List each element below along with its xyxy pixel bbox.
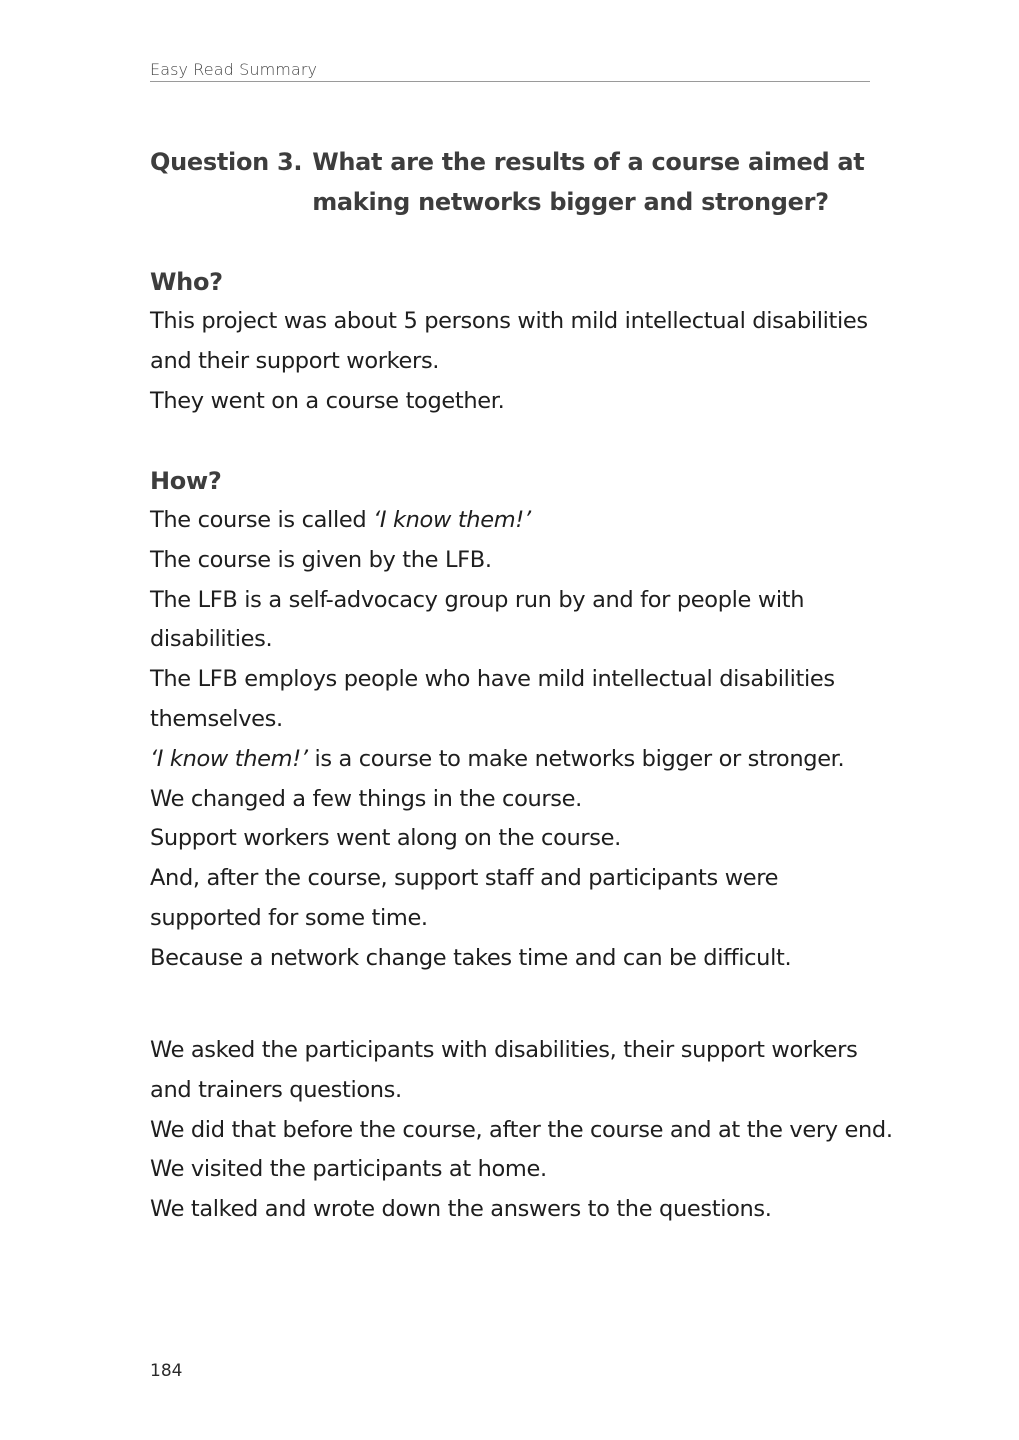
question-number: Question 3. bbox=[150, 148, 303, 176]
how-line-network-change: Because a network change takes time and can be difficult. bbox=[150, 944, 792, 971]
document-page bbox=[150, 0, 893, 1440]
question-text: What are the results of a course aimed at making networks bigger and stronger? bbox=[312, 148, 865, 216]
who-line-1: This project was about 5 persons with mild intellectual disabilities and their support workers. bbox=[150, 308, 868, 374]
method-line-visited: We visited the participants at home. bbox=[150, 1156, 547, 1183]
method-paragraph bbox=[150, 1031, 893, 1230]
how-line-course-called-prefix: The course is called bbox=[150, 507, 374, 533]
how-line-changed: We changed a few things in the course. bbox=[150, 785, 582, 812]
method-line-when: We did that before the course, after the course and at the very end. bbox=[150, 1116, 893, 1143]
course-title-2: ‘I know them!’ bbox=[150, 745, 308, 772]
how-line-given-by: The course is given by the LFB. bbox=[150, 546, 492, 573]
how-line-course-purpose bbox=[150, 740, 880, 780]
who-paragraph bbox=[150, 302, 880, 421]
who-line-2: They went on a course together. bbox=[150, 387, 505, 414]
course-title: ‘I know them!’ bbox=[373, 507, 531, 533]
page-number: 184 bbox=[150, 1361, 183, 1381]
how-heading: How? bbox=[150, 467, 222, 495]
how-paragraph bbox=[150, 501, 880, 979]
how-line-after-course: And, after the course, support staff and participants were supported for some time. bbox=[150, 865, 779, 931]
how-line-course-purpose-suffix: is a course to make networks bigger or stronger. bbox=[307, 745, 845, 772]
method-line-talked: We talked and wrote down the answers to the questions. bbox=[150, 1196, 772, 1223]
how-line-lfb-group: The LFB is a self-advocacy group run by and for people with disabilities. bbox=[150, 586, 805, 653]
how-line-course-called bbox=[150, 501, 880, 541]
who-heading: Who? bbox=[150, 268, 223, 296]
how-line-support-workers: Support workers went along on the course. bbox=[150, 825, 621, 852]
method-line-asked: We asked the participants with disabilities, their support workers and trainers questions. bbox=[150, 1037, 858, 1103]
how-line-lfb-employs: The LFB employs people who have mild intellectual disabilities themselves. bbox=[150, 666, 835, 732]
question-heading bbox=[150, 142, 870, 222]
running-header: Easy Read Summary bbox=[150, 60, 870, 82]
